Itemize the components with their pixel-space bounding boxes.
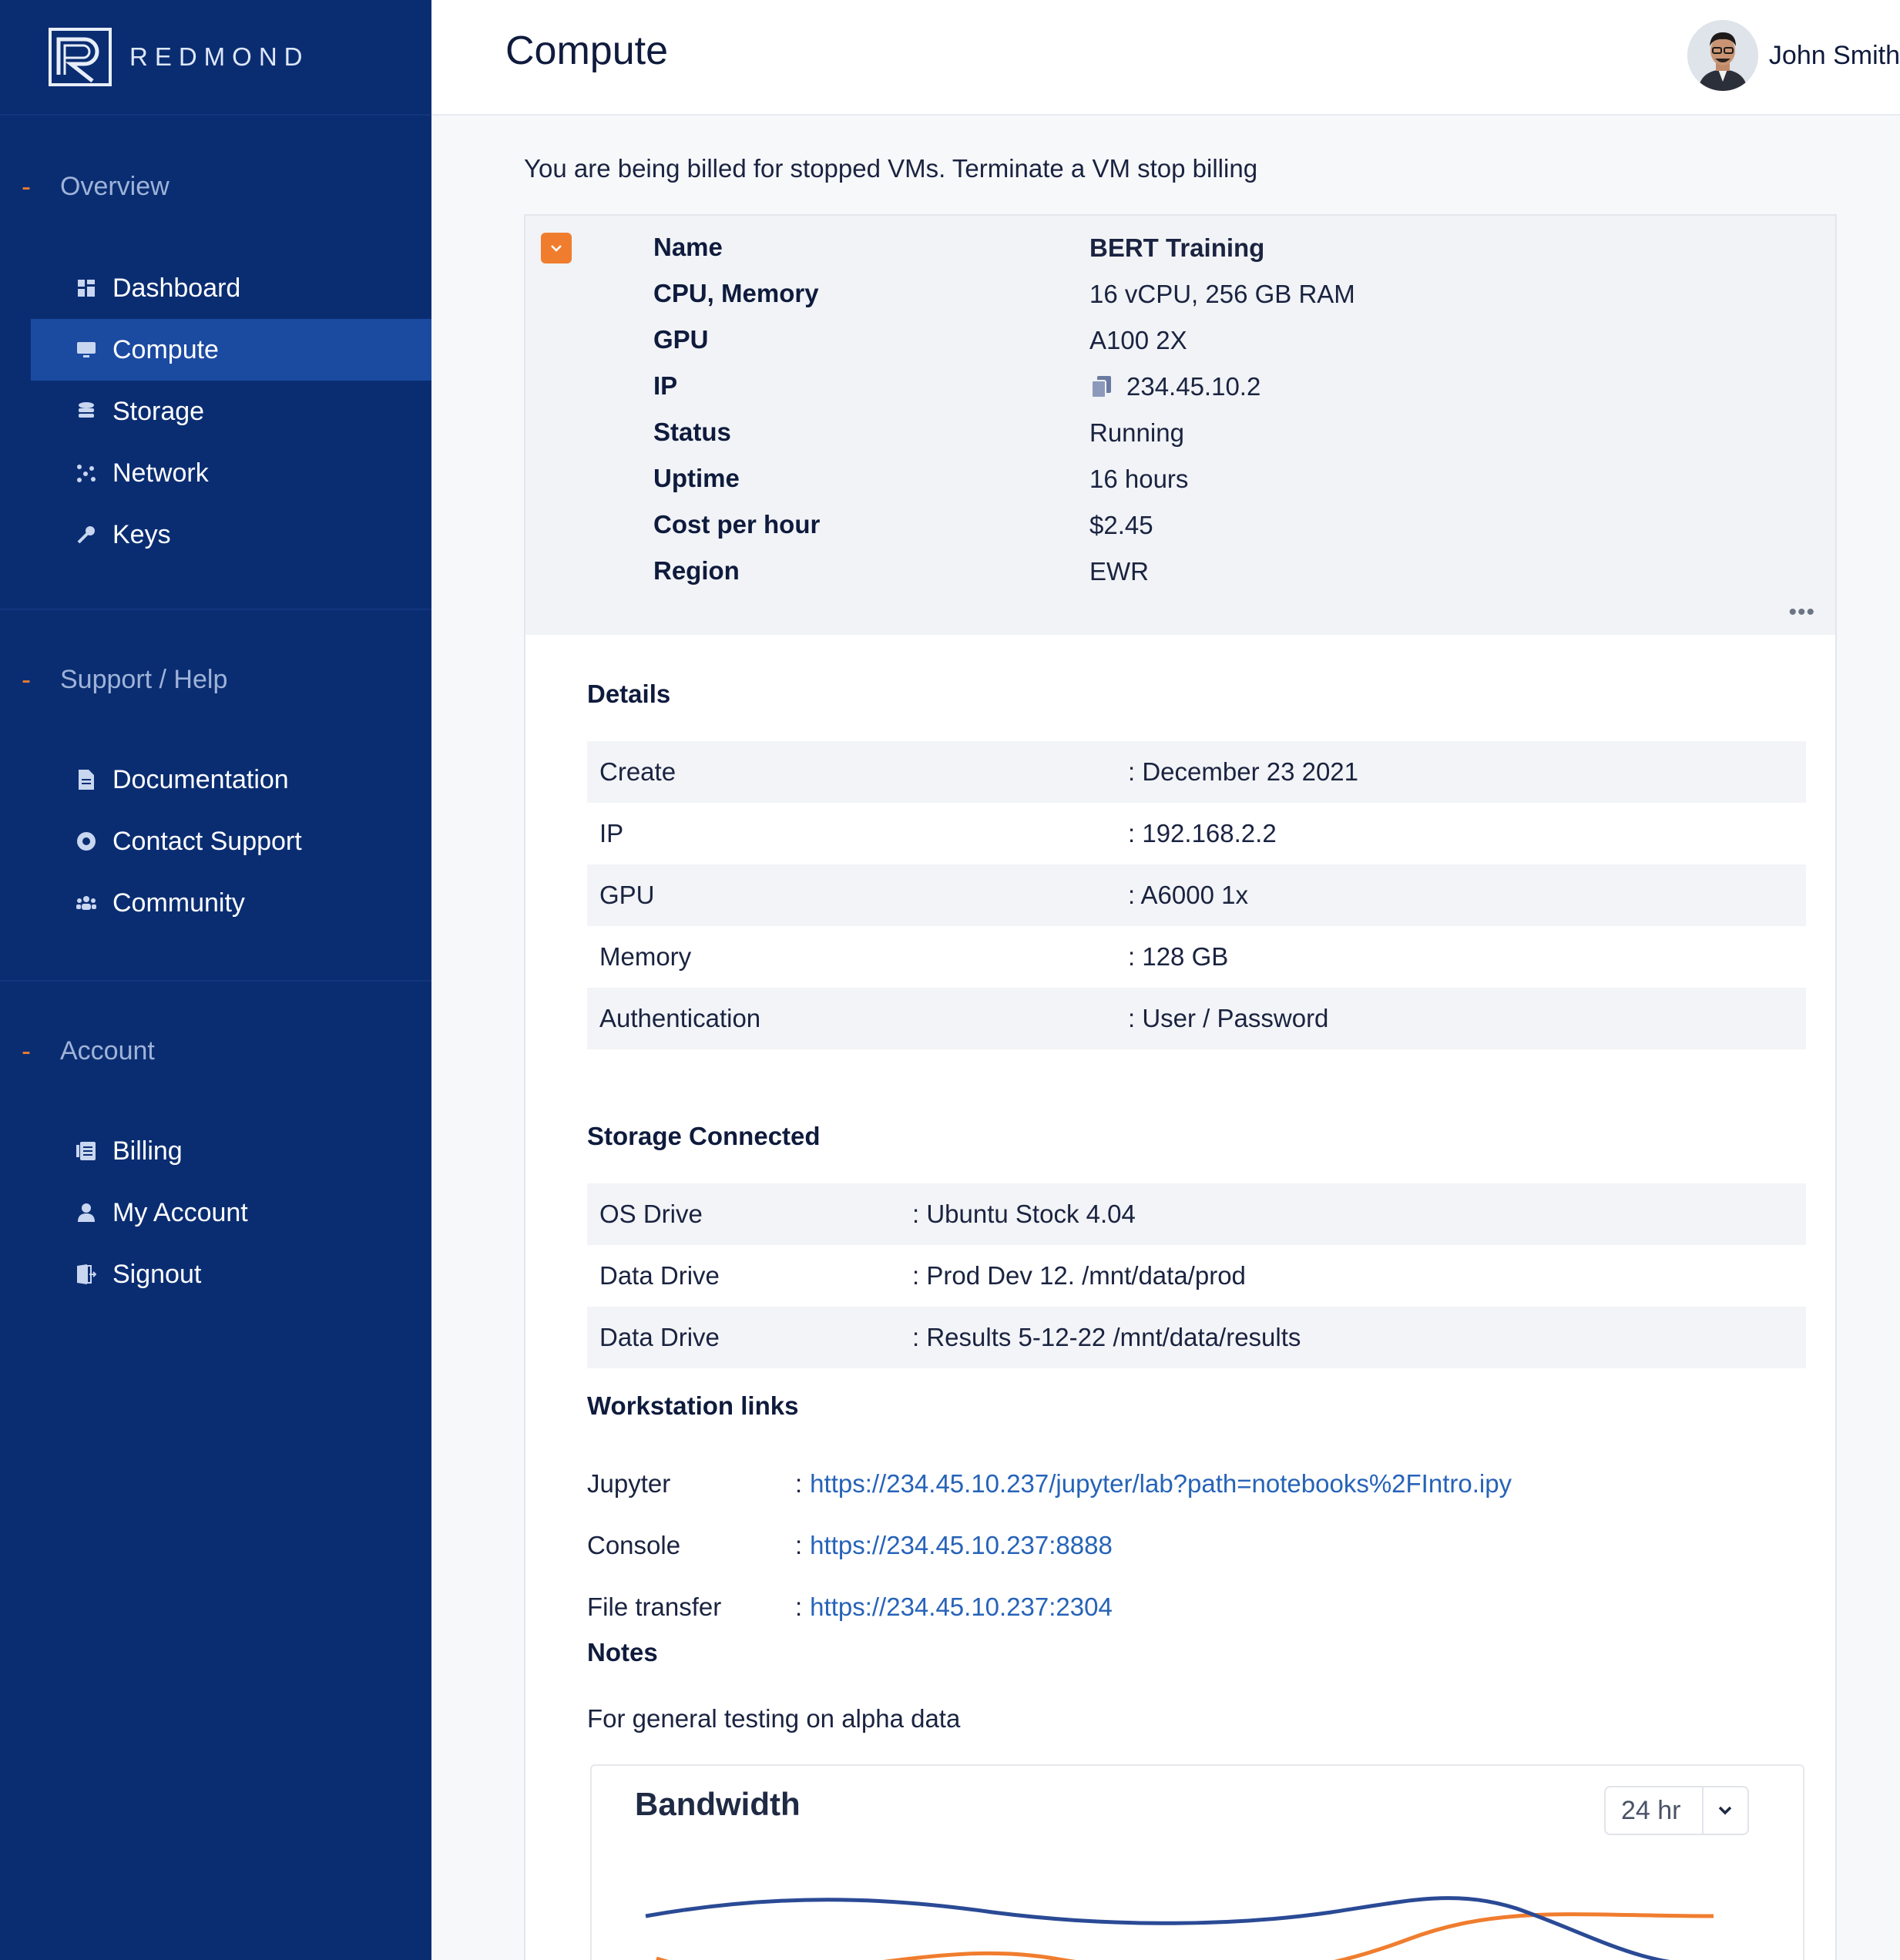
details-row: Memory : 128 GB <box>599 942 1229 971</box>
document-icon <box>76 769 97 790</box>
sidebar-item-billing[interactable]: Billing <box>31 1120 431 1182</box>
sidebar-item-contact-support[interactable]: Contact Support <box>31 811 431 872</box>
summary-row-name: Name BERT Training <box>653 233 1265 262</box>
monitor-icon <box>76 339 97 361</box>
details-title: Details <box>587 680 671 708</box>
sidebar-item-compute[interactable]: Compute <box>31 319 431 381</box>
link-row-jupyter: Jupyter : https://234.45.10.237/jupyter/lab?path=notebooks%2FIntro.ipy <box>587 1469 1512 1498</box>
collapse-toggle[interactable] <box>541 233 572 263</box>
time-range-value: 24 hr <box>1606 1787 1704 1834</box>
redmond-logo <box>48 27 112 87</box>
workstation-links-title: Workstation links <box>587 1391 799 1420</box>
page-title: Compute <box>505 29 668 73</box>
user-name[interactable]: John Smith <box>1768 40 1900 70</box>
sidebar <box>0 0 431 1960</box>
sidebar-section-overview <box>0 116 431 610</box>
vm-summary[interactable] <box>525 216 1835 635</box>
summary-row-cost: Cost per hour $2.45 <box>653 510 1153 539</box>
community-icon <box>76 892 97 914</box>
top-bar <box>431 0 1900 116</box>
sidebar-item-community[interactable]: Community <box>31 872 431 934</box>
more-options-button[interactable]: ••• <box>1788 599 1815 625</box>
sidebar-section-account <box>0 982 431 1333</box>
user-menu[interactable] <box>1687 20 1900 91</box>
link-row-console: Console : https://234.45.10.237:8888 <box>587 1531 1113 1559</box>
vm-card <box>524 214 1837 1960</box>
sidebar-item-network[interactable]: Network <box>31 442 431 504</box>
storage-row: Data Drive : Results 5-12-22 /mnt/data/results <box>587 1307 1806 1368</box>
storage-row: Data Drive : Prod Dev 12. /mnt/data/prod <box>599 1261 1246 1290</box>
sidebar-section-title: - Overview <box>22 170 170 202</box>
details-table <box>587 741 1806 1049</box>
console-link[interactable]: https://234.45.10.237:8888 <box>810 1531 1113 1559</box>
sidebar-item-signout[interactable]: Signout <box>31 1243 431 1305</box>
brand-name: REDMOND <box>129 42 310 71</box>
billing-icon <box>76 1140 97 1162</box>
sidebar-section-support <box>0 610 431 982</box>
jupyter-link[interactable]: https://234.45.10.237/jupyter/lab?path=notebooks%2FIntro.ipy <box>810 1469 1512 1498</box>
sidebar-section-title: - Account <box>22 1035 155 1066</box>
sidebar-item-documentation[interactable]: Documentation <box>31 749 431 811</box>
storage-table <box>587 1183 1806 1368</box>
notes-text: For general testing on alpha data <box>587 1704 961 1733</box>
details-row: GPU : A6000 1x <box>587 864 1806 926</box>
user-icon <box>76 1202 97 1223</box>
key-icon <box>76 524 97 545</box>
details-row: Authentication : User / Password <box>587 988 1806 1049</box>
notes-title: Notes <box>587 1638 658 1666</box>
summary-row-gpu: GPU A100 2X <box>653 325 1187 354</box>
bandwidth-series-blue <box>646 1898 1717 1960</box>
chevron-down-icon <box>1704 1804 1747 1817</box>
database-icon <box>76 401 97 422</box>
summary-row-cpu-memory: CPU, Memory 16 vCPU, 256 GB RAM <box>653 279 1355 308</box>
sidebar-item-storage[interactable]: Storage <box>31 381 431 442</box>
summary-ip-value: 234.45.10.2 <box>1126 372 1261 401</box>
copy-icon[interactable] <box>1089 374 1114 399</box>
bandwidth-card <box>590 1764 1804 1960</box>
chevron-down-icon <box>548 240 565 257</box>
dashboard-icon <box>76 277 97 299</box>
storage-title: Storage Connected <box>587 1122 821 1150</box>
time-range-select[interactable] <box>1604 1786 1749 1835</box>
bandwidth-title: Bandwidth <box>635 1786 801 1822</box>
avatar-image <box>1687 20 1758 91</box>
summary-row-uptime: Uptime 16 hours <box>653 464 1189 493</box>
network-icon <box>76 462 97 484</box>
signout-icon <box>76 1264 97 1285</box>
avatar[interactable] <box>1687 20 1758 91</box>
summary-row-region: Region EWR <box>653 556 1149 586</box>
support-icon <box>76 831 97 852</box>
sidebar-section-title: - Support / Help <box>22 663 228 695</box>
details-row: Create : December 23 2021 <box>587 741 1806 803</box>
summary-row-ip: IP 234.45.10.2 <box>653 371 1261 401</box>
billing-notice: You are being billed for stopped VMs. Terminate a VM stop billing <box>524 154 1258 183</box>
link-row-file-transfer: File transfer : https://234.45.10.237:2304 <box>587 1592 1113 1621</box>
bandwidth-chart <box>592 1843 1806 1960</box>
sidebar-item-keys[interactable]: Keys <box>31 504 431 566</box>
details-row: IP : 192.168.2.2 <box>599 819 1277 847</box>
brand[interactable] <box>0 0 431 116</box>
summary-row-status: Status Running <box>653 418 1184 447</box>
sidebar-item-dashboard[interactable]: Dashboard <box>31 257 431 319</box>
sidebar-item-my-account[interactable]: My Account <box>31 1182 431 1243</box>
file-transfer-link[interactable]: https://234.45.10.237:2304 <box>810 1592 1113 1621</box>
storage-row: OS Drive : Ubuntu Stock 4.04 <box>587 1183 1806 1245</box>
